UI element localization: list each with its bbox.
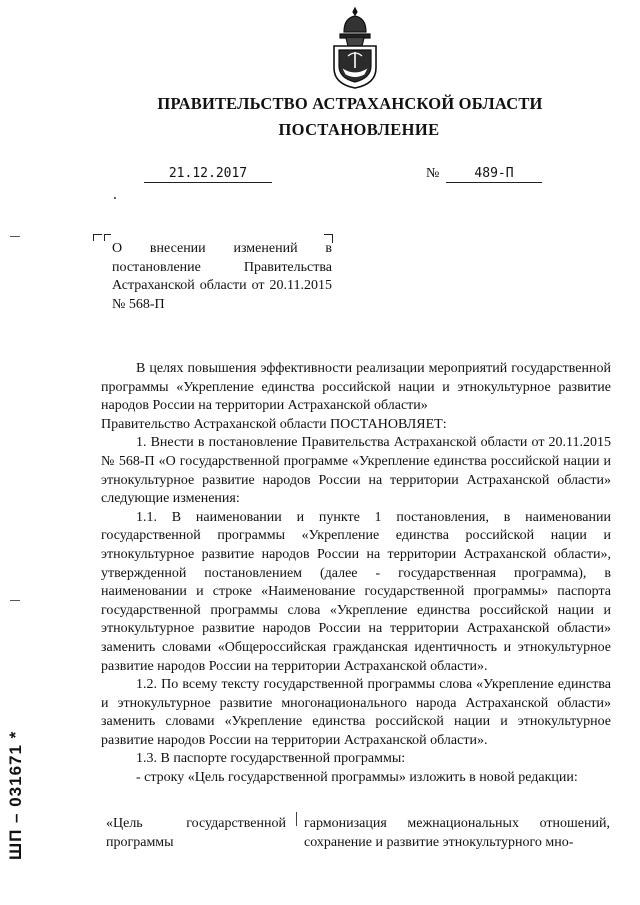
document-subject: О внесении изменений в постановление Правительства Астраханской области от 20.11.2015 № 568-П [112, 241, 332, 312]
body-paragraph: Правительство Астраханской области ПОСТАНОВЛЯЕТ: [101, 416, 447, 432]
table-label-part: программы [106, 834, 174, 850]
serial-stamp: ШП – 031671 * [6, 730, 25, 860]
table-label-part: государственной [186, 816, 286, 831]
margin-mark [10, 236, 20, 237]
document-type: ПОСТАНОВЛЕНИЕ [278, 120, 440, 139]
number-sign: № [426, 166, 440, 181]
body-paragraph: - строку «Цель государственной программы» изложить в новой редакции: [136, 770, 578, 786]
body-paragraph: 1.2. По всему тексту государственной программы слова «Укрепление единства и этнокультурное развитие многонационального народа Астраханской области» заменить словами «Укрепление единства российской нации и этнокультурное развитие народов России на территории Астраханской области». [101, 677, 611, 748]
coat-of-arms-icon [326, 6, 384, 90]
document-body [101, 360, 611, 788]
table-divider [296, 812, 297, 826]
passport-table-label [106, 815, 286, 852]
document-date: 21.12.2017 [144, 166, 272, 183]
passport-table-value: гармонизация межнациональных отношений, сохранение и развитие этнокультурного мно- [304, 816, 610, 850]
body-paragraph: В целях повышения эффективности реализации мероприятий государственной программы «Укрепление единства российской нации и этнокультурное развитие народов России на территории Астраханской области» [101, 361, 611, 414]
margin-mark [10, 600, 20, 601]
scan-speck [114, 197, 116, 199]
body-paragraph: 1. Внести в постановление Правительства Астраханской области от 20.11.2015 № 568-П «О государственной программе «Укрепление единства российской нации и этнокультурное развитие народов России на территории Астраханской области» следующие изменения: [101, 435, 611, 507]
subject-bracket-left [93, 234, 102, 241]
table-label-part: «Цель [106, 816, 143, 831]
government-title: ПРАВИТЕЛЬСТВО АСТРАХАНСКОЙ ОБЛАСТИ [157, 94, 543, 113]
document-number: 489-П [446, 166, 542, 183]
body-paragraph: 1.3. В паспорте государственной программы: [136, 751, 406, 767]
subject-bracket-left-inner [104, 234, 111, 241]
body-paragraph: 1.1. В наименовании и пункте 1 постановления, в наименовании государственной программы «Укрепление единства российской нации и этнокультурное развитие народов России на территории Астраханской области», утвержденной постановлением (далее - государственная программа), в наименовании и строке «Наименование государственной программы» паспорта государственной программы слова «Укрепление единства российской нации и этнокультурное развитие народов России на территории Астраханской области» заменить словами «Общероссийская гражданская идентичность и этнокультурное развитие народов России на территории Астраханской области». [101, 509, 611, 674]
